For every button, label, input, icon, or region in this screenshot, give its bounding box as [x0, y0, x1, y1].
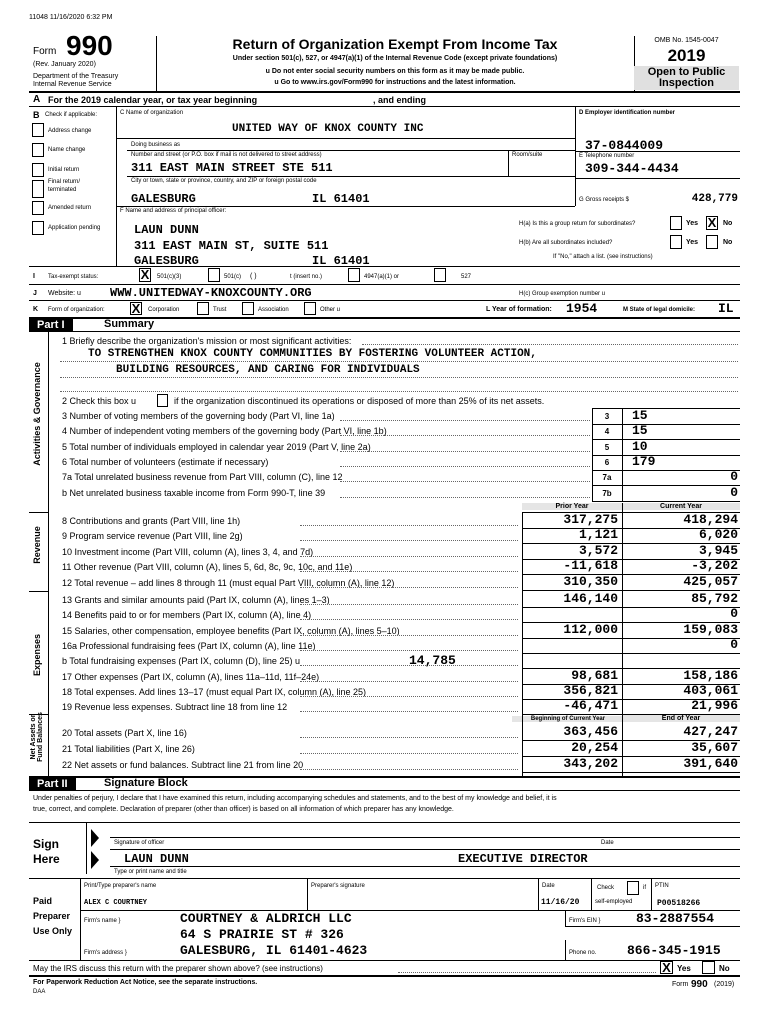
discuss-yes-label: Yes [677, 964, 691, 973]
rev_lines-text: 9 Program service revenue (Part VIII, line 2g) [62, 531, 243, 541]
firm-ein-label: Firm's EIN } [569, 918, 601, 924]
name-change-label: Name change [48, 147, 86, 153]
side-revenue-label: Revenue [32, 526, 42, 564]
ha-yes-label: Yes [686, 220, 699, 227]
ha-yes-checkbox[interactable] [670, 216, 682, 230]
exp_lines-current-value: 21,996 [691, 698, 738, 713]
irs-label: Internal Revenue Service [33, 81, 112, 88]
trust-checkbox[interactable] [197, 302, 209, 315]
officer-state: IL 61401 [312, 254, 370, 268]
4947-label: 4947(a)(1) or [364, 274, 400, 280]
part1-title: Summary [104, 318, 155, 330]
gov-line-number: 3 [604, 412, 610, 421]
current-year-header: Current Year [622, 503, 740, 510]
check-label: Check [597, 885, 615, 891]
rev_lines-prior-value: 3,572 [578, 543, 618, 558]
net_lines-text: 21 Total liabilities (Part X, line 26) [62, 744, 195, 754]
public-inspection [634, 66, 739, 90]
footer-form-label: Form [672, 981, 689, 988]
daa-label: DAA [33, 989, 46, 995]
hb-no-checkbox[interactable] [706, 235, 718, 249]
hc-label: H(c) Group exemption number u [519, 291, 606, 297]
sign-date-label: Date [601, 840, 614, 846]
perjury-line1: Under penalties of perjury, I declare that I have examined this return, including accompanying schedules and statements, and to the best of my knowledge and belief, it is [33, 795, 557, 802]
website-label: Website: u [48, 290, 81, 297]
end-year-header: End of Year [622, 715, 740, 722]
ptin-label: PTIN [655, 883, 669, 889]
rev_lines-prior-value: 317,275 [563, 512, 618, 527]
side-net-assets-label: Net Assets or Fund Balances [30, 712, 44, 762]
discuss-yes-checkbox[interactable]: X [660, 961, 673, 974]
rev_lines-current-value: 3,945 [698, 543, 738, 558]
preparer-label: Preparer [33, 911, 71, 921]
net_lines-prior-value: 363,456 [563, 724, 618, 739]
use-only-label: Use Only [33, 926, 73, 936]
pra-notice: For Paperwork Reduction Act Notice, see the separate instructions. [33, 979, 258, 986]
exp_lines-text: 16a Professional fundraising fees (Part IX, column (A), line 11e) [62, 641, 316, 651]
amended-return-label: Amended return [48, 205, 92, 211]
rev_lines-text: 11 Other revenue (Part VIII, column (A), lines 5, 6d, 8c, 9c, 10c, and 11e) [62, 562, 353, 572]
sign-arrow-icon-2 [91, 851, 99, 869]
rev_lines-current-value: 425,057 [683, 574, 738, 589]
527-checkbox[interactable] [434, 268, 446, 282]
b-label: B [33, 110, 40, 120]
final-return-checkbox[interactable] [32, 180, 44, 198]
ha-no-label: No [723, 220, 733, 227]
part2-title: Signature Block [104, 777, 188, 789]
net_lines-current-value: 35,607 [691, 740, 738, 755]
discuss-text: May the IRS discuss this return with the preparer shown above? (see instructions) [33, 964, 323, 973]
k-label: K [33, 306, 39, 313]
exp_lines-text: 17 Other expenses (Part IX, column (A), lines 11a–11d, 11f–24e) [62, 672, 320, 682]
initial-return-label: Initial return [48, 167, 80, 173]
j-label: J [33, 290, 37, 297]
4947-checkbox[interactable] [348, 268, 360, 282]
501c3-label: 501(c)(3) [157, 274, 182, 280]
firm-name-label: Firm's name } [84, 918, 121, 924]
discuss-no-label: No [719, 964, 730, 973]
amended-return-checkbox[interactable] [32, 201, 44, 215]
net_lines-current-value: 391,640 [683, 756, 738, 771]
corporation-checkbox[interactable]: X [131, 301, 141, 316]
part1-label: Part I [29, 318, 73, 332]
exp_lines-text: 18 Total expenses. Add lines 13–17 (must equal Part IX, column (A), line 25) [62, 687, 367, 697]
paid-label: Paid [33, 896, 53, 906]
hb-label: H(b) Are all subordinates included? [519, 240, 613, 246]
rev_lines-prior-value: 1,121 [578, 527, 618, 542]
gross-receipts: 428,779 [691, 193, 738, 205]
signer-title: EXECUTIVE DIRECTOR [458, 852, 588, 866]
discontinued-checkbox[interactable] [157, 394, 168, 407]
rev_lines-text: 8 Contributions and grants (Part VIII, line 1h) [62, 516, 241, 526]
exp_lines-current-value: 403,061 [683, 683, 738, 698]
b-check-text: Check if applicable: [45, 112, 98, 118]
hb-yes-label: Yes [686, 239, 699, 246]
org-street: 311 EAST MAIN STREET STE 511 [131, 161, 333, 175]
501c-label: 501(c) [224, 274, 242, 280]
line-a-label: A [33, 94, 41, 105]
website-value: WWW.UNITEDWAY-KNOXCOUNTY.ORG [110, 286, 312, 300]
terminated-label: terminated [48, 187, 77, 193]
501c3-checkbox[interactable]: X [140, 267, 150, 282]
application-pending-label: Application pending [48, 225, 101, 231]
org-name: UNITED WAY OF KNOX COUNTY INC [232, 123, 424, 135]
net_lines-current-value: 427,247 [683, 724, 738, 739]
527-label: 527 [461, 274, 472, 280]
exp_lines-current-value: 0 [730, 606, 738, 621]
gov-line-value: 15 [632, 408, 648, 423]
form-subtitle: Under section 501(c), 527, or 4947(a)(1) of the Internal Revenue Code (except private foundations) [232, 55, 558, 62]
omb-number: OMB No. 1545-0047 [654, 37, 719, 44]
gov-line-text: 7a Total unrelated business revenue from Part VIII, column (C), line 12 [62, 472, 343, 482]
association-label: Association [258, 307, 289, 313]
hb-no-label: No [723, 239, 733, 246]
tax-status-label: Tax-exempt status: [48, 274, 99, 280]
final-return-label: Final return/ [48, 179, 81, 185]
sign-arrow-icon [91, 829, 99, 847]
tax-year: 2019 [667, 46, 706, 65]
begin-year-header: Beginning of Current Year [512, 716, 624, 722]
exp_lines-text: 13 Grants and similar amounts paid (Part IX, column (A), lines 1–3) [62, 595, 330, 605]
room-label: Room/suite [512, 152, 543, 158]
rev_lines-current-value: -3,202 [691, 558, 738, 573]
inspection-text: Inspection [658, 77, 714, 89]
rev_lines-text: 12 Total revenue – add lines 8 through 11 (must equal Part VIII, column (A), line 12) [62, 578, 395, 588]
gov-line-text: 4 Number of independent voting members of the governing body (Part VI, line 1b) [62, 426, 387, 436]
exp_lines-prior-value: 98,681 [571, 668, 618, 683]
revision: (Rev. January 2020) [33, 61, 96, 68]
prep-name-label: Print/Type preparer's name [84, 883, 157, 889]
f-label: F Name and address of principal officer: [120, 208, 227, 214]
side-activities-label: Activities & Governance [32, 362, 42, 466]
gov-line-value: 0 [730, 469, 738, 484]
open-public-text: Open to Public [647, 66, 726, 78]
firm-ein-value: 83-2887554 [636, 911, 715, 926]
exp_lines-text: 14 Benefits paid to or for members (Part IX, column (A), line 4) [62, 610, 312, 620]
side-expenses-label: Expenses [32, 633, 42, 677]
hb-note: If "No," attach a list. (see instructions) [553, 254, 653, 260]
rev_lines-current-value: 418,294 [683, 512, 738, 527]
trust-label: Trust [213, 307, 227, 313]
g-label: G Gross receipts $ [579, 197, 630, 203]
fundraising-16b-value: 14,785 [409, 653, 456, 668]
line2-text-b: if the organization discontinued its operations or disposed of more than 25% of its net assets. [174, 396, 545, 406]
name-change-checkbox[interactable] [32, 143, 44, 157]
domicile-state: IL [718, 301, 734, 316]
ptin-value: P00518266 [657, 899, 701, 908]
line-a-text: For the 2019 calendar year, or tax year beginning [48, 95, 258, 105]
exp_lines-text: b Total fundraising expenses (Part IX, column (D), line 25) u [62, 656, 300, 666]
officer-city: GALESBURG [134, 254, 199, 268]
org-city: GALESBURG [131, 192, 196, 206]
exp_lines-text: 19 Revenue less expenses. Subtract line 18 from line 12 [62, 702, 288, 712]
gov-line-text: b Net unrelated business taxable income from Form 990-T, line 39 [62, 488, 326, 498]
mission-line1: TO STRENGTHEN KNOX COUNTY COMMUNITIES BY FOSTERING VOLUNTEER ACTION, [88, 348, 537, 360]
exp_lines-text: 15 Salaries, other compensation, employee benefits (Part IX, column (A), lines 5–10) [62, 626, 400, 636]
discuss-no-checkbox[interactable] [702, 961, 715, 974]
line1-text: 1 Briefly describe the organization's mission or most significant activities: [62, 336, 352, 346]
other-org-checkbox[interactable] [304, 302, 316, 315]
exp_lines-current-value: 159,083 [683, 622, 738, 637]
phone-no-label: Phone no. [569, 950, 597, 956]
prep-name-value: ALEX C COURTNEY [84, 899, 148, 907]
firm-name-value: COURTNEY & ALDRICH LLC [180, 911, 352, 926]
i-label: I [33, 273, 35, 280]
ssn-notice: u Do not enter social security numbers on this form as it may be made public. [265, 68, 525, 75]
type-name-label: Type or print name and title [114, 869, 187, 875]
gov-line-number: 6 [604, 458, 610, 467]
d-label: D Employer identification number [579, 110, 676, 116]
phone-value: 309-344-4434 [585, 161, 679, 176]
rev_lines-prior-value: -11,618 [563, 558, 618, 573]
officer-name: LAUN DUNN [134, 223, 199, 237]
address-change-label: Address change [48, 128, 92, 134]
if-label: if [643, 885, 646, 891]
gov-line-number: 7b [602, 489, 612, 498]
firm-phone-value: 866-345-1915 [627, 943, 721, 958]
initial-return-checkbox[interactable] [32, 163, 44, 177]
exp_lines-prior-value: 356,821 [563, 683, 618, 698]
501c-checkbox[interactable] [208, 268, 220, 282]
exp_lines-current-value: 85,792 [691, 591, 738, 606]
dba-label: Doing business as [131, 142, 181, 148]
prep-date-value: 11/16/20 [541, 898, 580, 907]
prep-date-label: Date [542, 883, 555, 889]
here-label: Here [33, 852, 60, 866]
exp_lines-current-value: 0 [730, 637, 738, 652]
exp_lines-prior-value: -46,471 [563, 698, 618, 713]
self-employed-checkbox[interactable] [627, 881, 639, 895]
gov-line-number: 4 [604, 427, 610, 436]
firm-address-line2: GALESBURG, IL 61401-4623 [180, 943, 368, 958]
exp_lines-current-value: 158,186 [683, 668, 738, 683]
footer-form-number: 990 [691, 979, 708, 990]
signer-name: LAUN DUNN [124, 852, 189, 866]
footer-year: (2019) [714, 981, 735, 988]
street-label: Number and street (or P.O. box if mail is not delivered to street address) [131, 152, 322, 158]
gov-line-text: 3 Number of voting members of the governing body (Part VI, line 1a) [62, 411, 335, 421]
hb-yes-checkbox[interactable] [670, 235, 682, 249]
net_lines-text: 22 Net assets or fund balances. Subtract line 21 from line 20 [62, 760, 304, 770]
gov-line-value: 15 [632, 423, 648, 438]
l-label: L Year of formation: [486, 306, 552, 313]
sign-label: Sign [33, 837, 59, 851]
gov-line-text: 6 Total number of volunteers (estimate if necessary) [62, 457, 269, 467]
rev_lines-prior-value: 310,350 [563, 574, 618, 589]
officer-street: 311 EAST MAIN ST, SUITE 511 [134, 239, 329, 253]
net_lines-prior-value: 20,254 [571, 740, 618, 755]
insert-no-label: t (insert no.) [290, 274, 323, 280]
other-org-label: Other u [320, 307, 341, 313]
rev_lines-text: 10 Investment income (Part VIII, column (A), lines 3, 4, and 7d) [62, 547, 314, 557]
self-employed-label: self-employed [595, 899, 633, 905]
firm-address-label: Firm's address } [84, 950, 127, 956]
501c-paren: ( ) [250, 273, 257, 280]
form-title: Return of Organization Exempt From Income Tax [232, 36, 558, 52]
c-label: C Name of organization [120, 110, 184, 116]
gov-line-text: 5 Total number of individuals employed in calendar year 2019 (Part V, line 2a) [62, 442, 371, 452]
m-label: M State of legal domicile: [623, 307, 696, 313]
mission-line2: BUILDING RESOURCES, AND CARING FOR INDIVIDUALS [116, 364, 420, 376]
line2-text: 2 Check this box u [62, 396, 137, 406]
form-label: Form [33, 46, 57, 57]
e-label: E Telephone number [579, 153, 635, 159]
exp_lines-prior-value: 146,140 [563, 591, 618, 606]
exp_lines-prior-value: 112,000 [563, 622, 618, 637]
form-of-org-label: Form of organization: [48, 307, 105, 313]
firm-address-line1: 64 S PRAIRIE ST # 326 [180, 927, 344, 942]
print-stamp: 11048 11/16/2020 6:32 PM [29, 14, 113, 21]
address-change-checkbox[interactable] [32, 123, 44, 137]
ha-label: H(a) Is this a group return for subordinates? [519, 221, 636, 227]
rev_lines-current-value: 6,020 [698, 527, 738, 542]
net_lines-text: 20 Total assets (Part X, line 16) [62, 728, 187, 738]
department: Department of the Treasury [33, 73, 119, 80]
org-state-zip: IL 61401 [312, 192, 370, 206]
city-label: City or town, state or province, country, and ZIP or foreign postal code [131, 178, 317, 184]
prep-sig-label: Preparer's signature [311, 883, 365, 889]
ha-no-checkbox[interactable]: X [707, 215, 717, 230]
corporation-label: Corporation [148, 307, 180, 313]
instructions-notice: u Go to www.irs.gov/Form990 for instructions and the latest information. [274, 79, 516, 86]
gov-line-number: 5 [604, 443, 610, 452]
gov-line-value: 10 [632, 439, 648, 454]
gov-line-value: 179 [632, 454, 656, 469]
form-number: 990 [66, 30, 113, 61]
application-pending-checkbox[interactable] [32, 221, 44, 235]
association-checkbox[interactable] [242, 302, 254, 315]
gov-line-number: 7a [602, 473, 612, 482]
line-a-end: , and ending [373, 95, 426, 105]
gov-line-value: 0 [730, 485, 738, 500]
prior-year-header: Prior Year [522, 503, 622, 510]
perjury-line2: true, correct, and complete. Declaration of preparer (other than officer) is based on all information of which preparer has any knowledge. [33, 806, 454, 813]
year-formed: 1954 [566, 301, 598, 316]
sig-officer-label: Signature of officer [114, 840, 165, 846]
ein-value: 37-0844009 [585, 138, 664, 153]
part2-label: Part II [29, 777, 76, 791]
net_lines-prior-value: 343,202 [563, 756, 618, 771]
